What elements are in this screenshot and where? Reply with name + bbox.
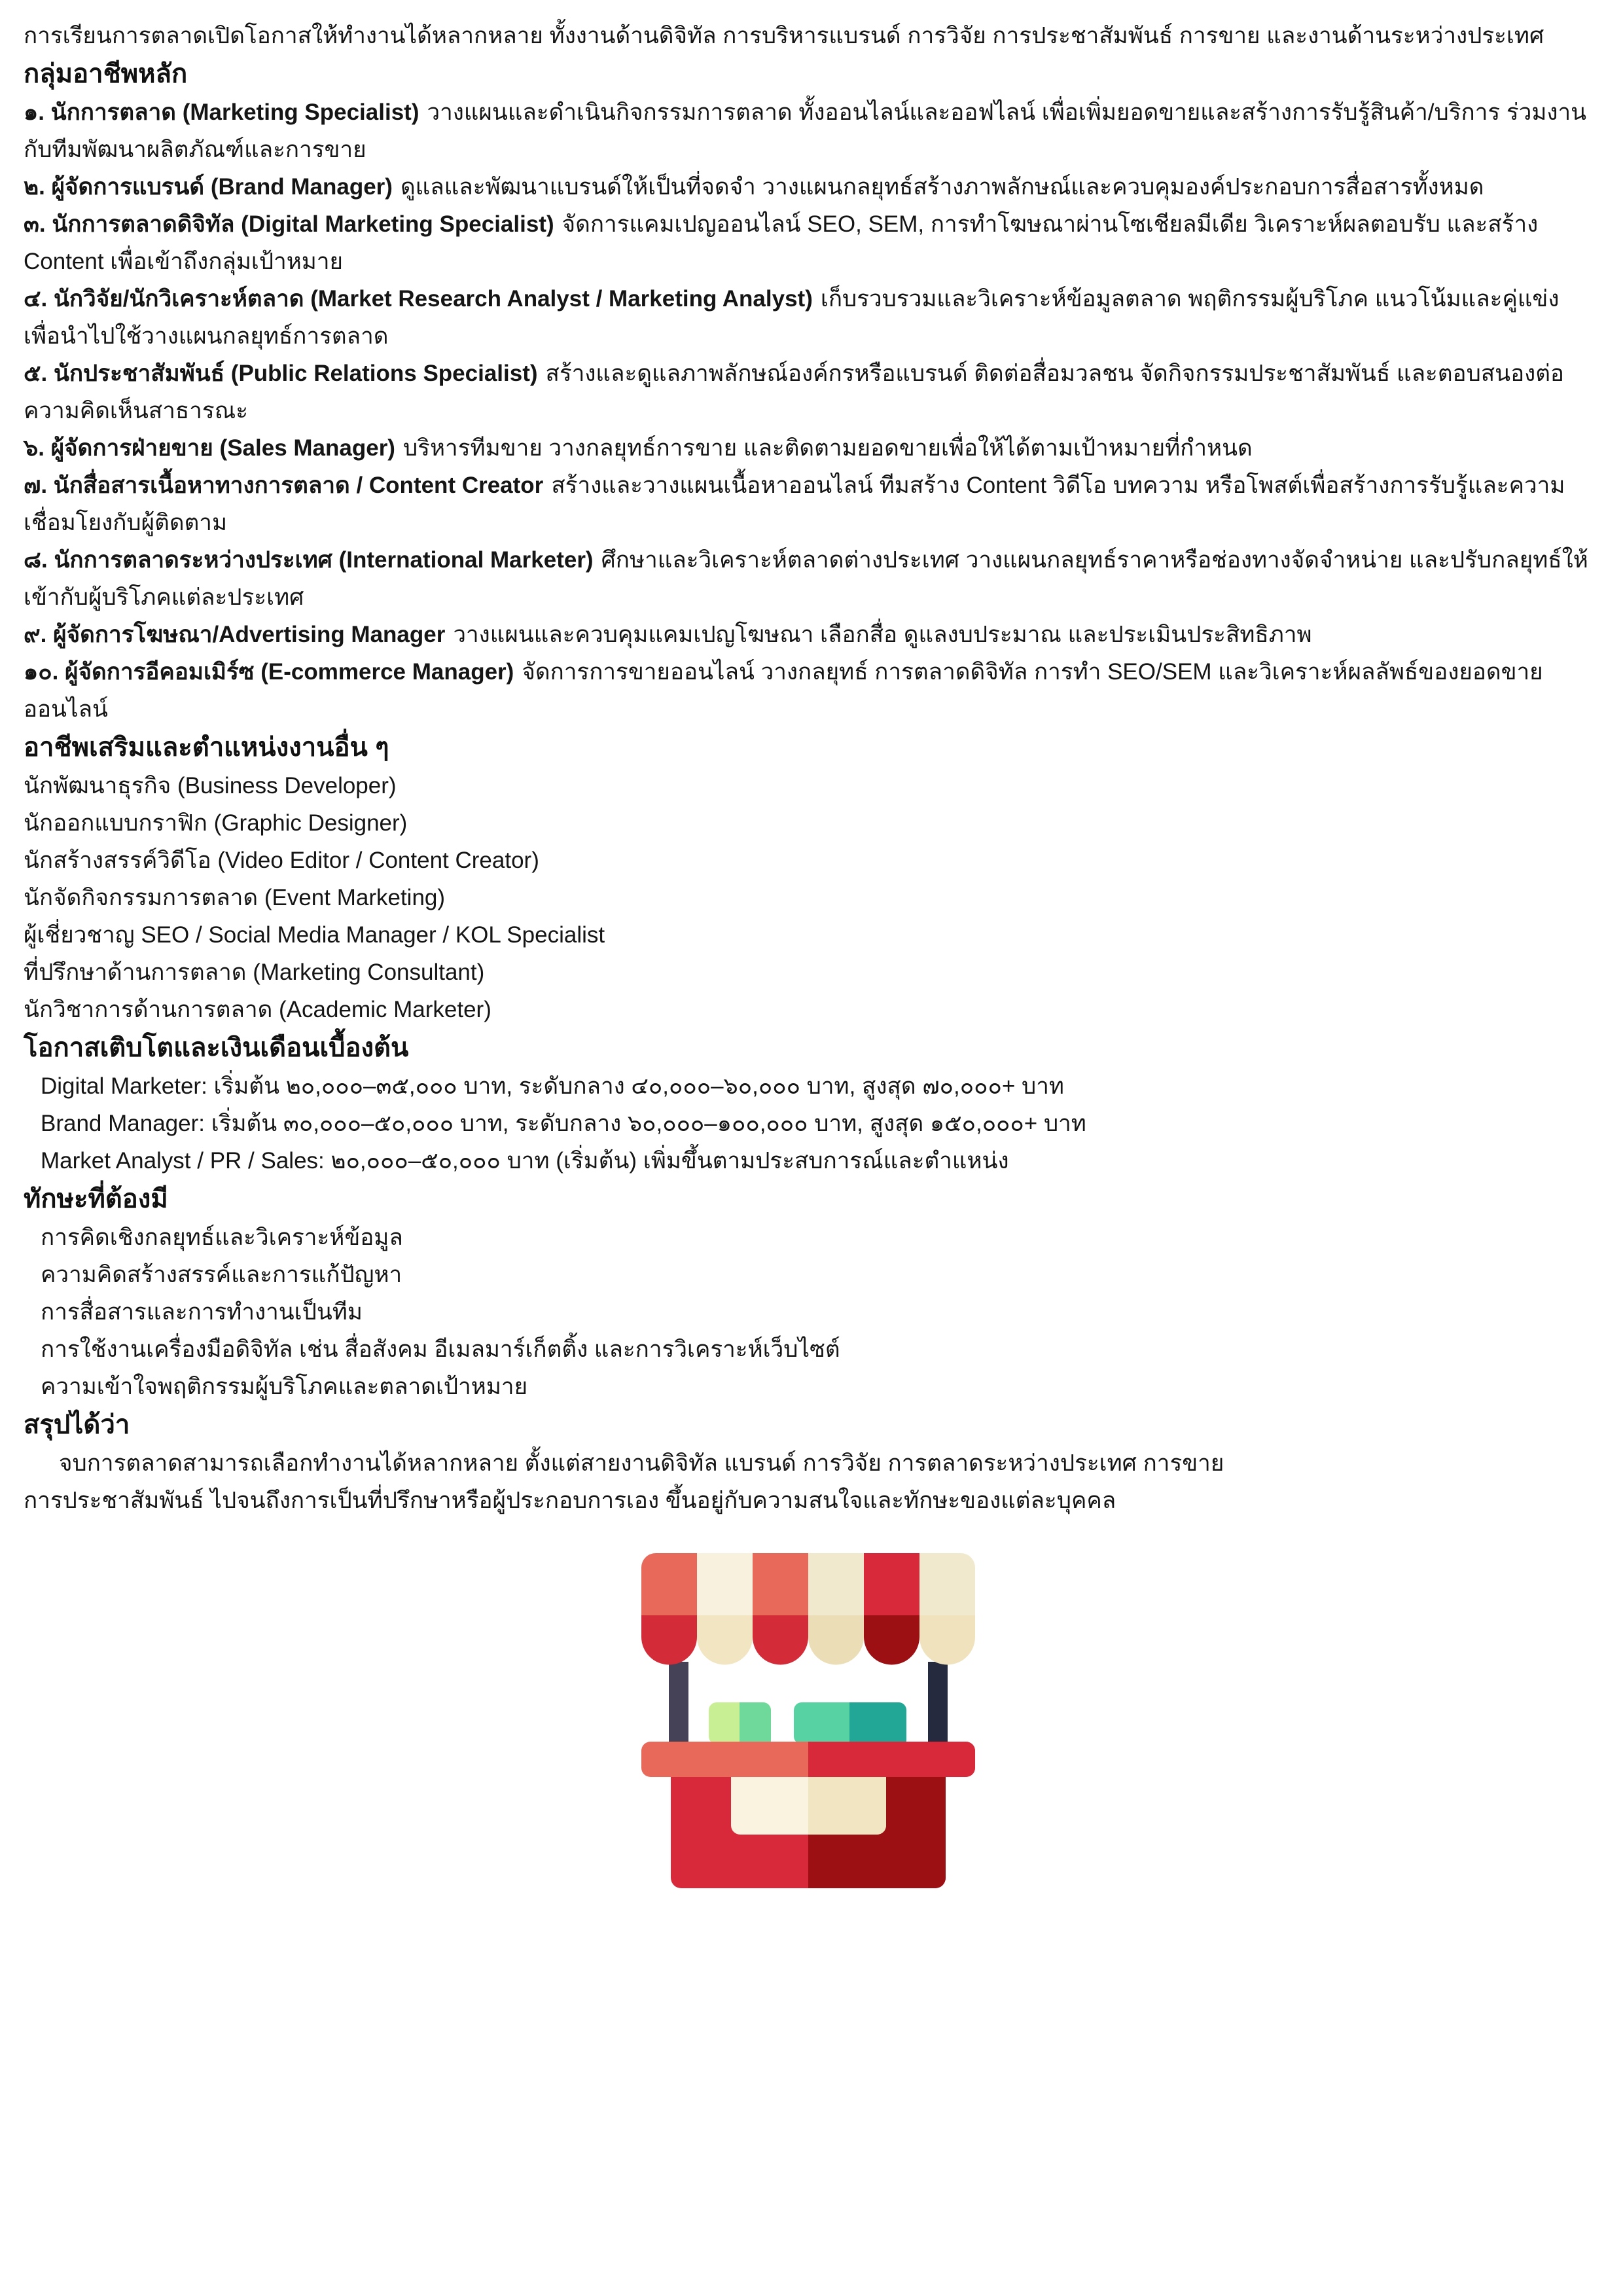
career-desc: ศึกษาและวิเคราะห์ตลาดต่างประเทศ วางแผนกลยุทธ์ราคาหรือช่องทางจัดจำหน่าย และปรับกลยุทธ์ให้เข้ากับผู้บริโภคแต่ละประเทศ: [24, 547, 1588, 610]
career-item-8: [24, 541, 1593, 616]
career-title: ๓. นักการตลาดดิจิทัล (Digital Marketing Specialist): [24, 211, 554, 237]
career-title: ๗. นักสื่อสารเนื้อหาทางการตลาด / Content Creator: [24, 473, 544, 498]
market-stall-illustration: [641, 1553, 975, 1893]
awning-stripe-top: [864, 1553, 919, 1615]
career-title: ๑. นักการตลาด (Marketing Specialist): [24, 99, 419, 125]
career-desc: วางแผนและดำเนินกิจกรรมการตลาด ทั้งออนไลน์และออฟไลน์ เพื่อเพิ่มยอดขายและสร้างการรับรู้สินค้า/บริการ ร่วมงานกับทีมพัฒนาผลิตภัณฑ์และการขาย: [24, 99, 1587, 162]
awning-stripe-top: [808, 1553, 864, 1615]
career-title: ๔. นักวิจัย/นักวิเคราะห์ตลาด (Market Research Analyst / Marketing Analyst): [24, 286, 813, 312]
career-desc: บริหารทีมขาย วางกลยุทธ์การขาย และติดตามยอดขายเพื่อให้ได้ตามเป้าหมายที่กำหนด: [402, 435, 1253, 461]
salary-line: Market Analyst / PR / Sales: ๒๐,๐๐๐–๕๐,๐๐๐ บาท (เริ่มต้น) เพิ่มขึ้นตามประสบการณ์และตำแหน่ง: [41, 1148, 1009, 1174]
stall-counter-shade: [808, 1742, 975, 1777]
career-item-5: [24, 355, 1593, 429]
career-desc: เก็บรวบรวมและวิเคราะห์ข้อมูลตลาด พฤติกรรมผู้บริโภค แนวโน้มและคู่แข่ง เพื่อนำไปใช้วางแผนกลยุทธ์การตลาด: [24, 286, 1560, 349]
career-item-6: [24, 429, 1593, 467]
awning-stripe-tip: [753, 1615, 808, 1665]
career-item-7: [24, 467, 1593, 541]
awning-stripe-top: [919, 1553, 975, 1615]
skill-line: การใช้งานเครื่องมือดิจิทัล เช่น สื่อสังคม อีเมลมาร์เก็ตติ้ง และการวิเคราะห์เว็บไซต์: [41, 1336, 840, 1362]
awning-stripe-tip: [697, 1615, 753, 1665]
career-desc: จัดการการขายออนไลน์ วางกลยุทธ์ การตลาดดิจิทัล การทำ SEO/SEM และวิเคราะห์ผลลัพธ์ของยอดขายออนไลน์: [24, 659, 1543, 722]
career-desc: สร้างและดูแลภาพลักษณ์องค์กรหรือแบรนด์ ติดต่อสื่อมวลชน จัดกิจกรรมประชาสัมพันธ์ และตอบสนองต่อความคิดเห็นสาธารณะ: [24, 361, 1564, 423]
side-career-item: นักสร้างสรรค์วิดีโอ (Video Editor / Content Creator): [24, 848, 539, 873]
heading-salary: โอกาสเติบโตและเงินเดือนเบื้องต้น: [24, 1033, 409, 1062]
career-item-3: [24, 206, 1593, 280]
awning-stripe-tip: [641, 1615, 697, 1665]
career-item-4: [24, 280, 1593, 355]
career-desc: วางแผนและควบคุมแคมเปญโฆษณา เลือกสื่อ ดูแลงบประมาณ และประเมินประสิทธิภาพ: [453, 622, 1312, 647]
career-title: ๘. นักการตลาดระหว่างประเทศ (International Marketer): [24, 547, 594, 573]
side-career-item: นักวิชาการด้านการตลาด (Academic Marketer): [24, 997, 491, 1022]
salary-line: Brand Manager: เริ่มต้น ๓๐,๐๐๐–๕๐,๐๐๐ บาท, ระดับกลาง ๖๐,๐๐๐–๑๐๐,๐๐๐ บาท, สูงสุด ๑๕๐,๐๐๐+ บาท: [41, 1111, 1086, 1136]
awning-stripe-top: [697, 1553, 753, 1615]
career-title: ๙. ผู้จัดการโฆษณา/Advertising Manager: [24, 622, 446, 647]
career-item-1: [24, 94, 1593, 168]
career-item-2: [24, 168, 1593, 206]
skill-line: ความคิดสร้างสรรค์และการแก้ปัญหา: [41, 1262, 402, 1287]
career-title: ๒. ผู้จัดการแบรนด์ (Brand Manager): [24, 174, 393, 200]
skill-line: การสื่อสารและการทำงานเป็นทีม: [41, 1299, 363, 1325]
career-desc: ดูแลและพัฒนาแบรนด์ให้เป็นที่จดจำ วางแผนกลยุทธ์สร้างภาพลักษณ์และควบคุมองค์ประกอบการสื่อสารทั้งหมด: [400, 174, 1484, 200]
stall-panel-shade: [808, 1777, 886, 1835]
heading-skills: ทักษะที่ต้องมี: [24, 1185, 168, 1213]
awning-stripe-tip: [808, 1615, 864, 1665]
goods-box-right-shade: [849, 1702, 906, 1744]
stall-pole-left: [669, 1662, 688, 1744]
skill-line: การคิดเชิงกลยุทธ์และวิเคราะห์ข้อมูล: [41, 1225, 403, 1250]
salary-line: Digital Marketer: เริ่มต้น ๒๐,๐๐๐–๓๕,๐๐๐ บาท, ระดับกลาง ๔๐,๐๐๐–๖๐,๐๐๐ บาท, สูงสุด ๗๐,๐๐๐+ บาท: [41, 1073, 1064, 1099]
awning-stripe-top: [753, 1553, 808, 1615]
heading-other-careers: อาชีพเสริมและตำแหน่งงานอื่น ๆ: [24, 733, 389, 762]
career-item-10: [24, 653, 1593, 728]
awning-stripe-tip: [864, 1615, 919, 1665]
intro-paragraph: การเรียนการตลาดเปิดโอกาสให้ทำงานได้หลากหลาย ทั้งงานด้านดิจิทัล การบริหารแบรนด์ การวิจัย การประชาสัมพันธ์ การขาย และงานด้านระหว่างประเทศ: [24, 23, 1544, 48]
goods-box-left-shade: [740, 1702, 771, 1744]
awning: [641, 1553, 975, 1665]
heading-summary: สรุปได้ว่า: [24, 1410, 130, 1439]
market-stall-icon: [641, 1553, 975, 1893]
career-title: ๖. ผู้จัดการฝ่ายขาย (Sales Manager): [24, 435, 395, 461]
career-desc: จัดการแคมเปญออนไลน์ SEO, SEM, การทำโฆษณาผ่านโซเชียลมีเดีย วิเคราะห์ผลตอบรับ และสร้าง Content เพื่อเข้าถึงกลุ่มเป้าหมาย: [24, 211, 1539, 274]
side-career-item: ผู้เชี่ยวชาญ SEO / Social Media Manager / KOL Specialist: [24, 922, 605, 948]
side-career-item: นักออกแบบกราฟิก (Graphic Designer): [24, 810, 408, 836]
career-title: ๕. นักประชาสัมพันธ์ (Public Relations Specialist): [24, 361, 538, 386]
summary-line-2: การประชาสัมพันธ์ ไปจนถึงการเป็นที่ปรึกษาหรือผู้ประกอบการเอง ขึ้นอยู่กับความสนใจและทักษะของแต่ละบุคคล: [24, 1488, 1116, 1513]
skill-line: ความเข้าใจพฤติกรรมผู้บริโภคและตลาดเป้าหมาย: [41, 1374, 528, 1399]
heading-main-careers: กลุ่มอาชีพหลัก: [24, 60, 188, 88]
awning-stripe-top: [641, 1553, 697, 1615]
side-career-item: นักพัฒนาธุรกิจ (Business Developer): [24, 773, 397, 798]
career-title: ๑๐. ผู้จัดการอีคอมเมิร์ซ (E-commerce Manager): [24, 659, 514, 685]
side-career-item: นักจัดกิจกรรมการตลาด (Event Marketing): [24, 885, 446, 910]
summary-line-1: จบการตลาดสามารถเลือกทำงานได้หลากหลาย ตั้งแต่สายงานดิจิทัล แบรนด์ การวิจัย การตลาดระหว่างประเทศ การขาย: [59, 1450, 1224, 1476]
awning-stripe-tip: [919, 1615, 975, 1665]
stall-pole-right: [928, 1662, 948, 1744]
career-desc: สร้างและวางแผนเนื้อหาออนไลน์ ทีมสร้าง Content วิดีโอ บทความ หรือโพสต์เพื่อสร้างการรับรู้และความเชื่อมโยงกับผู้ติดตาม: [24, 473, 1565, 535]
side-career-item: ที่ปรึกษาด้านการตลาด (Marketing Consultant): [24, 960, 485, 985]
career-item-9: [24, 616, 1593, 653]
